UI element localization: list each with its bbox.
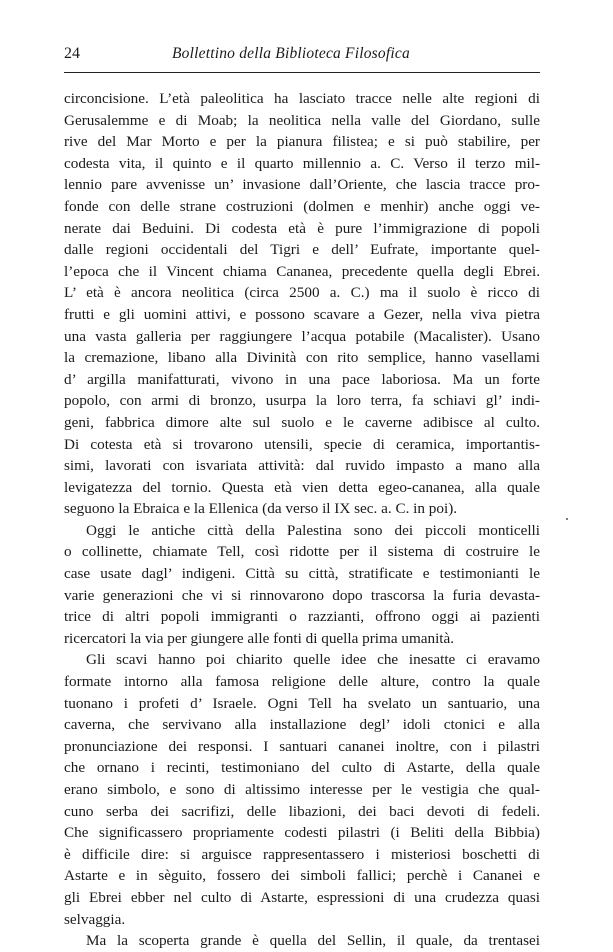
text-line: Ma la scoperta grande è quella del Sellin, il quale, da trentasei bbox=[86, 932, 540, 950]
text-line: dalle regioni occidentali del Tigri e dell’ Eufrate, importante quel- bbox=[64, 241, 540, 259]
text-line: seguono la Ebraica e la Ellenica (da verso il IX sec. a. C. in poi). bbox=[64, 500, 458, 518]
text-line: codesta vita, il quinto e il quarto millennio a. C. Verso il terzo mil- bbox=[64, 154, 540, 172]
body-text bbox=[64, 88, 540, 952]
text-line: pronunciazione dei responsi. I santuari cananei inoltre, con i pilastri bbox=[64, 737, 540, 755]
text-line: gli Ebrei ebber nel culto di Astarte, espressioni di una crudezza quasi bbox=[64, 888, 540, 906]
text-line: varie generazioni che vi si rinnovarono dopo trascorsa la furia devasta- bbox=[64, 586, 540, 604]
text-line: fonde con delle strane costruzioni (dolmen e menhir) anche oggi ve- bbox=[64, 197, 540, 215]
text-line: rive del Mar Morto e per la pianura filistea; e si può stabilire, per bbox=[64, 133, 540, 151]
text-line: circoncisione. L’età paleolitica ha lasciato tracce nelle alte regioni di bbox=[64, 90, 540, 107]
page-number: 24 bbox=[64, 45, 80, 62]
text-line: la cremazione, libano alla Divinità con rito semplice, hanno vasellami bbox=[64, 349, 540, 367]
header-rule bbox=[64, 72, 540, 73]
text-line: frutti e gli uomini attivi, e possono scavare a Gezer, nella viva pietra bbox=[64, 305, 540, 323]
text-line: che ornano i recinti, testimoniano del culto di Astarte, della quale bbox=[64, 759, 540, 777]
text-line: nerate dai Beduini. Di codesta età è pure l’immigrazione di popoli bbox=[64, 219, 540, 237]
text-line: o collinette, chiamate Tell, così ridotte per il sistema di costruire le bbox=[64, 543, 540, 561]
text-line: case usate dagl’ indigeni. Città su città, stratificate e testimonianti le bbox=[64, 565, 540, 583]
text-line: una vasta galleria per raggiungere l’acqua potabile (Macalister). Usano bbox=[64, 327, 540, 345]
text-line: levigatezza del tornio. Questa età vien detta egeo-cananea, alla quale bbox=[64, 478, 540, 496]
text-line: geni, fabbrica dimore alte sul suolo e le caverne adibisce al culto. bbox=[64, 413, 540, 431]
text-line: tuonano i profeti d’ Israele. Ogni Tell ha svelato un santuario, una bbox=[64, 694, 540, 712]
running-title: Bollettino della Biblioteca Filosofica bbox=[172, 45, 410, 62]
page-header bbox=[64, 44, 538, 66]
text-line: lennio pare avvenisse un’ invasione dall’Oriente, che lascia tracce pro- bbox=[64, 176, 540, 194]
text-line: d’ argilla manifatturati, vivono in una pace laboriosa. Ma un forte bbox=[64, 370, 540, 388]
text-line: erano simbolo, e sono di altissimo interesse per le vestigia che qual- bbox=[64, 781, 540, 798]
text-line: l’epoca che il Vincent chiama Cananea, precedente quella degli Ebrei. bbox=[64, 262, 540, 280]
text-line: Oggi le antiche città della Palestina sono dei piccoli monticelli bbox=[86, 521, 540, 539]
text-line: è difficile dire: si arguisce rappresentassero i misteriosi boschetti di bbox=[64, 845, 540, 863]
text-line: Gli scavi hanno poi chiarito quelle idee che inesatte ci eravamo bbox=[86, 651, 540, 669]
text-line: L’ età è ancora neolitica (circa 2500 a. C.) ma il suolo è ricco di bbox=[64, 284, 540, 302]
text-line: Di cotesta età si trovarono utensili, specie di ceramica, importantis- bbox=[64, 435, 540, 453]
text-line: simi, lavorati con isvariata attività: dal ruvido impasto a mano alla bbox=[64, 457, 540, 475]
text-line: trice di altri popoli immigranti o razzianti, offrono oggi ai pazienti bbox=[64, 608, 540, 626]
text-line: Che significassero propriamente codesti pilastri (i Beliti della Bibbia) bbox=[64, 824, 540, 842]
text-line: ricercatori la via per giungere alle fonti di quella prima umanità. bbox=[64, 629, 455, 647]
margin-mark bbox=[566, 518, 568, 520]
text-line: formate intorno alla famosa religione delle alture, contro la quale bbox=[64, 673, 540, 691]
text-line: caverna, che servivano alla installazione degl’ idoli ctonici e alla bbox=[64, 716, 540, 734]
text-line: Astarte e in sèguito, fossero dei simboli fallici; perchè i Cananei e bbox=[64, 867, 540, 885]
text-line: cuno serba dei sacrifizi, delle libazioni, dei baci devoti di fedeli. bbox=[64, 802, 540, 820]
text-line: popolo, con armi di bronzo, usurpa la loro terra, fa schiavi gl’ indi- bbox=[64, 392, 540, 410]
text-line: Gerusalemme e di Moab; la neolitica nella valle del Giordano, sulle bbox=[64, 111, 540, 129]
text-line: selvaggia. bbox=[64, 910, 126, 928]
